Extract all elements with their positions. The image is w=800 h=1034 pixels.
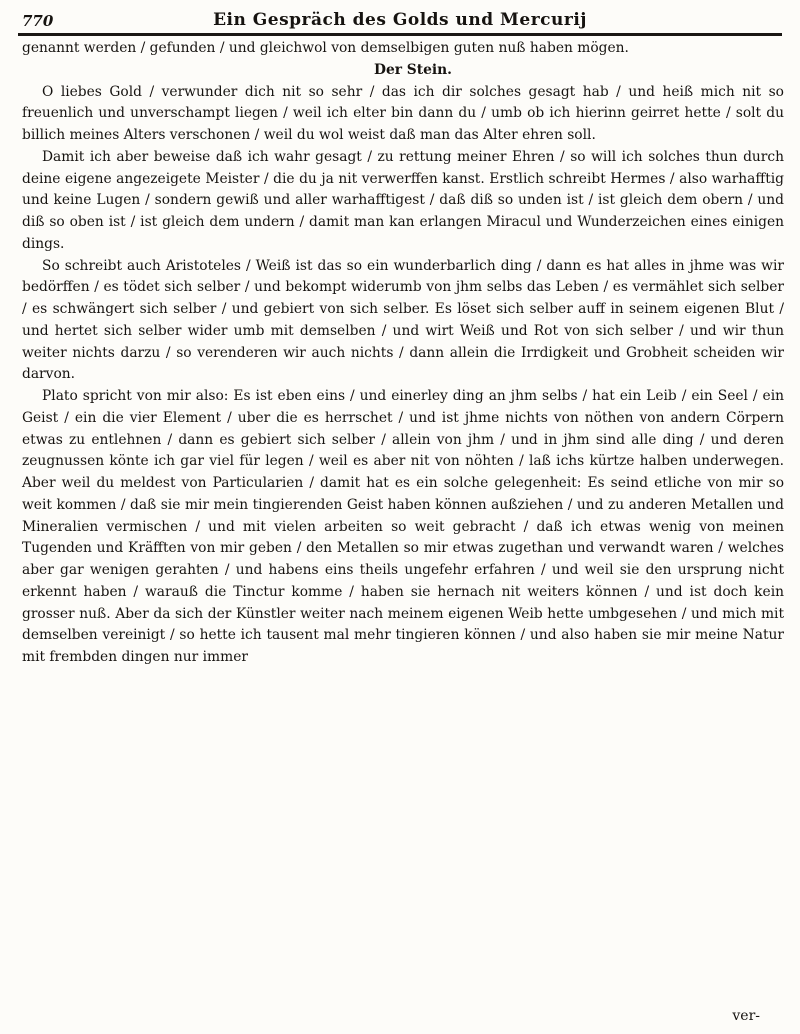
page-number: 770 (22, 12, 54, 30)
speaker-heading: Der Stein. (373, 61, 452, 78)
paragraph: O liebes Gold / verwunder dich nit so sehr / das ich dir solches gesagt hab / und heiß mich nit so freuenlich und unverschampt liegen / weil ich elter bin dann du / umb ob ich hierinn geirret hette / solt du billich meines Alters verschonen / weil du wol weist daß man das Alter ehren soll. (22, 83, 784, 143)
paragraph-continuation: genannt werden / gefunden / und gleichwol von demselbigen guten nuß haben mögen. (22, 40, 629, 56)
paragraph: So schreibt auch Aristoteles / Weiß ist das so ein wunderbarlich ding / dann es hat alles in jhme was wir bedörffen / es tödet sich selber / und bekompt widerumb von jhm selbs das Leben / es vermählet sich selber / es schwängert sich selber / und gebiert von sich selber. Es löset sich selber auff in seinem eigenen Blut / und hertet sich selber wider umb mit demselben / und wirt Weiß und Rot von sich selber / und wir thun weiter nichts darzu / so verenderen wir auch nichts / dann allein die Irrdigkeit und Grobheit scheiden wir darvon. (22, 257, 784, 383)
catchword: ver- (732, 1008, 760, 1024)
paragraph: Plato spricht von mir also: Es ist eben eins / und einerley ding an jhm selbs / hat ein Leib / ein Seel / ein Geist / ein die vier Element / uber die es herrschet / und ist jhme nichts von nöthen von andern Cörpern etwas zu entlehnen / dann es gebiert sich selber / allein von jhm / und in jhm sind alle ding / und deren zeugnussen könte ich gar viel für legen / weil es aber nit von nöhten / laß ichs kürtze halben underwegen. Aber weil du meldest von Particularien / damit hat es ein solche gelegenheit: Es seind etliche von mir so weit kommen / daß sie mir mein tingierenden Geist haben können außziehen / und zu anderen Metallen und Mineralien vermischen / und mit vielen arbeiten so weit gebracht / daß ich etwas wenig von meinen Tugenden und Kräfften von mir geben / den Metallen so mir etwas zugethan und verwandt waren / welches aber gar wenigen gerahten / und habens eins theils ungefehr erfahren / und weil sie den ursprung nicht erkennt haben / warauß die Tinctur komme / haben sie hernach nit weiters können / und ist doch kein grosser nuß. Aber da sich der Künstler weiter nach meinem eigenen Weib hette umbgesehen / und mich mit demselben vereinigt / so hette ich tausent mal mehr tingieren können / und also haben sie mir meine Natur mit frembden dingen nur immer (22, 388, 784, 665)
body-text (22, 38, 784, 669)
header-rule (18, 33, 782, 36)
page-header (18, 10, 782, 32)
running-head: Ein Gespräch des Golds und Mercurij (213, 10, 587, 30)
paragraph: Damit ich aber beweise daß ich wahr gesagt / zu rettung meiner Ehren / so will ich solches thun durch deine eigene angezeigete Meister / die du ja nit verwerffen kanst. Erstlich schreibt Hermes / also warhafftig und keine Lugen / sondern gewiß und aller warhafftigest / daß diß so unden ist / ist gleich dem obern / und diß so oben ist / ist gleich dem undern / damit man kan erlangen Miracul und Wunderzeichen eines einigen dings. (22, 148, 784, 252)
